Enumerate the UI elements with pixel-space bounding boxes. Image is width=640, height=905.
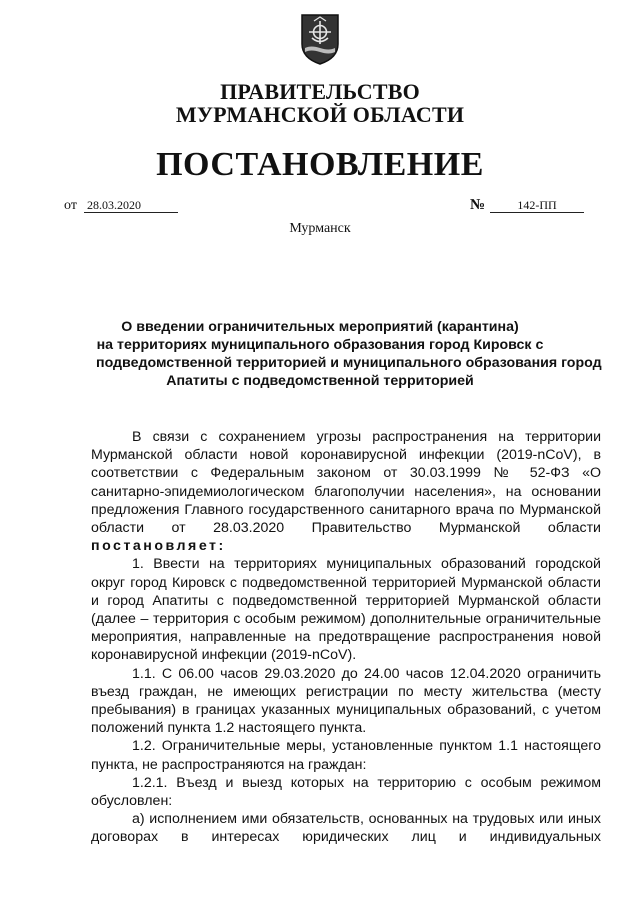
preamble-text: В связи с сохранением угрозы распространения на территории Мурманской области новой коронавирусной инфекции (2019-nCoV), в соответствии с Федеральным законом от 30.03.1999 № 52-ФЗ «О санитарно-эпидемиологическом благополучии населения», на основании предложения Главного государственного санитарного врача по Мурманской области от 28.03.2020 Правительство Мурманской области <box>91 429 601 537</box>
document-type: ПОСТАНОВЛЕНИЕ <box>156 146 484 183</box>
document-body <box>91 428 601 847</box>
date-label: от <box>64 198 77 213</box>
title-line: О введении ограничительных мероприятий (карантина) <box>121 319 519 335</box>
document-city: Мурманск <box>289 221 351 236</box>
clause-1-1: 1.1. С 06.00 часов 29.03.2020 до 24.00 часов 12.04.2020 ограничить въезд граждан, не имеющих регистрации по месту жительства (месту пребывания) в границах указанных муниципальных образований, с учетом положений пункта 1.2 настоящего пункта. <box>91 665 601 737</box>
coat-of-arms-icon <box>299 12 341 66</box>
title-line: на территориях муниципального образования город Кировск с <box>96 337 544 353</box>
preamble-paragraph <box>91 428 601 555</box>
government-name-line1: ПРАВИТЕЛЬСТВО <box>220 79 420 104</box>
decree-word: постановляет: <box>91 538 226 555</box>
clause-1: 1. Ввести на территориях муниципальных образований городской округ город Кировск с подведомственной территорией Мурманской области и город Апатиты с подведомственной территорией Мурманской области (далее – территория с особым режимом) дополнительные ограничительные мероприятия, направленные на предотвращение распространения новой коронавирусной инфекции (2019-nCoV). <box>91 556 601 664</box>
document-number: 142-ПП <box>490 198 584 213</box>
document-date: 28.03.2020 <box>84 198 178 213</box>
clause-a: а) исполнением ими обязательств, основанных на трудовых или иных договорах в интересах юридических лиц и индивидуальных <box>91 811 601 846</box>
document-title <box>96 318 602 390</box>
government-name-line2: МУРМАНСКОЙ ОБЛАСТИ <box>175 102 465 127</box>
clause-1-2: 1.2. Ограничительные меры, установленные пунктом 1.1 настоящего пункта, не распространяются на граждан: <box>91 738 601 773</box>
clause-1-2-1: 1.2.1. Въезд и выезд которых на территорию с особым режимом обусловлен: <box>91 774 601 810</box>
title-line: Апатиты с подведомственной территорией <box>166 373 474 389</box>
title-line: подведомственной территорией и муниципального образования город <box>96 355 602 371</box>
number-label: № <box>470 197 486 213</box>
